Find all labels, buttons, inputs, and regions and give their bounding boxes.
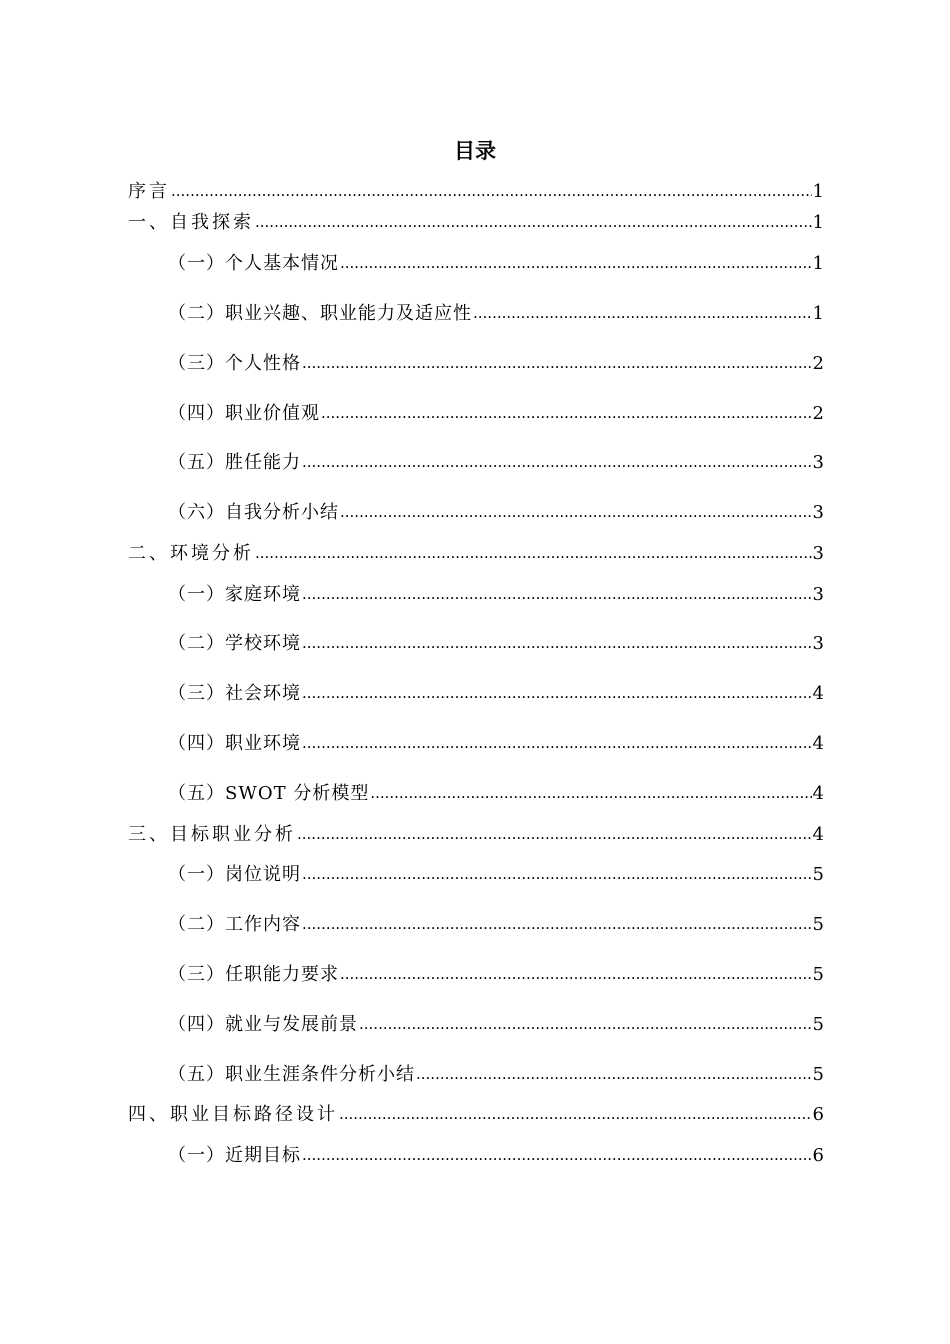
toc-entry-label: （五）SWOT 分析模型: [168, 783, 370, 804]
toc-entry-label: （一）家庭环境: [168, 584, 301, 605]
dot-leader: [321, 402, 812, 424]
toc-page-number: 1: [812, 212, 824, 233]
toc-entry-section-2[interactable]: [128, 541, 824, 567]
dot-leader: [340, 963, 812, 985]
toc-entry-label: 二、环境分析: [128, 543, 254, 564]
toc-page-number: 3: [812, 543, 824, 564]
toc-entry-section-2-1[interactable]: [168, 582, 824, 608]
toc-entry-label: 三、目标职业分析: [128, 824, 296, 845]
toc-entry-label: （一）个人基本情况: [168, 253, 339, 274]
toc-entry-section-1[interactable]: [128, 210, 824, 236]
toc-entry-section-3-2[interactable]: [168, 912, 824, 938]
toc-entry-section-1-5[interactable]: [168, 450, 824, 476]
toc-entry-section-2-2[interactable]: [168, 631, 824, 657]
dot-leader: [416, 1063, 812, 1085]
toc-entry-label: （一）近期目标: [168, 1145, 301, 1166]
dot-leader: [340, 252, 812, 274]
toc-page-number: 2: [812, 353, 824, 374]
toc-page-number: 4: [812, 683, 824, 704]
dot-leader: [302, 732, 812, 754]
dot-leader: [302, 913, 812, 935]
dot-leader: [255, 542, 812, 564]
dot-leader: [339, 1103, 812, 1125]
toc-entry-label: 四、职业目标路径设计: [128, 1104, 338, 1125]
toc-title: 目录: [454, 139, 496, 163]
toc-entry-label: （三）任职能力要求: [168, 964, 339, 985]
toc-entry-label: （四）就业与发展前景: [168, 1014, 358, 1035]
toc-entry-section-1-3[interactable]: [168, 351, 824, 377]
toc-entry-section-1-6[interactable]: [168, 500, 824, 526]
dot-leader: [340, 501, 812, 523]
toc-page-number: 3: [812, 452, 824, 473]
toc-entry-section-4-1[interactable]: [168, 1143, 824, 1169]
toc-page-number: 4: [812, 733, 824, 754]
toc-page-number: 6: [812, 1145, 824, 1166]
toc-page-number: 5: [812, 1064, 824, 1085]
toc-entry-section-1-1[interactable]: [168, 251, 824, 277]
toc-entry-label: （五）职业生涯条件分析小结: [168, 1064, 415, 1085]
toc-entry-section-1-2[interactable]: [168, 301, 824, 327]
toc-entry-section-3-5[interactable]: [168, 1062, 824, 1088]
toc-page-number: 3: [812, 633, 824, 654]
toc-page-number: 5: [812, 914, 824, 935]
dot-leader: [359, 1013, 812, 1035]
dot-leader: [302, 682, 812, 704]
toc-entry-label: （二）职业兴趣、职业能力及适应性: [168, 303, 472, 324]
toc-entry-label: 序言: [128, 181, 170, 202]
dot-leader: [302, 451, 812, 473]
dot-leader: [171, 180, 812, 202]
toc-entry-section-2-5[interactable]: [168, 781, 824, 807]
toc-entry-label: （三）个人性格: [168, 353, 301, 374]
toc-page-number: 4: [812, 783, 824, 804]
toc-entry-label: （四）职业环境: [168, 733, 301, 754]
toc-entry-section-3-4[interactable]: [168, 1012, 824, 1038]
dot-leader: [302, 583, 812, 605]
dot-leader: [297, 823, 812, 845]
toc-page-number: 1: [812, 253, 824, 274]
toc-entry-label: （四）职业价值观: [168, 403, 320, 424]
toc-entry-section-2-4[interactable]: [168, 731, 824, 757]
toc-entry-section-3-3[interactable]: [168, 962, 824, 988]
dot-leader: [302, 863, 812, 885]
toc-entry-label: （六）自我分析小结: [168, 502, 339, 523]
toc-entry-preface[interactable]: [128, 179, 824, 205]
toc-page-number: 2: [812, 403, 824, 424]
toc-page-number: 3: [812, 502, 824, 523]
toc-page-number: 4: [812, 824, 824, 845]
toc-entry-label: （二）工作内容: [168, 914, 301, 935]
toc-entry-label: （三）社会环境: [168, 683, 301, 704]
toc-entry-label: （二）学校环境: [168, 633, 301, 654]
toc-entry-section-4[interactable]: [128, 1102, 824, 1128]
toc-page-number: 6: [812, 1104, 824, 1125]
dot-leader: [302, 632, 812, 654]
toc-entry-section-1-4[interactable]: [168, 401, 824, 427]
toc-page-number: 5: [812, 964, 824, 985]
toc-entry-label: （五）胜任能力: [168, 452, 301, 473]
toc-page-number: 1: [812, 303, 824, 324]
dot-leader: [370, 782, 811, 804]
toc-entry-label: （一）岗位说明: [168, 864, 301, 885]
toc-entry-section-3-1[interactable]: [168, 862, 824, 888]
toc-entry-section-2-3[interactable]: [168, 681, 824, 707]
toc-page-number: 1: [812, 181, 824, 202]
toc-entry-section-3[interactable]: [128, 822, 824, 848]
dot-leader: [473, 302, 812, 324]
toc-page-number: 5: [812, 864, 824, 885]
dot-leader: [302, 1144, 812, 1166]
dot-leader: [255, 211, 812, 233]
toc-page-number: 3: [812, 584, 824, 605]
toc-entry-label: 一、自我探索: [128, 212, 254, 233]
dot-leader: [302, 352, 812, 374]
toc-page-number: 5: [812, 1014, 824, 1035]
